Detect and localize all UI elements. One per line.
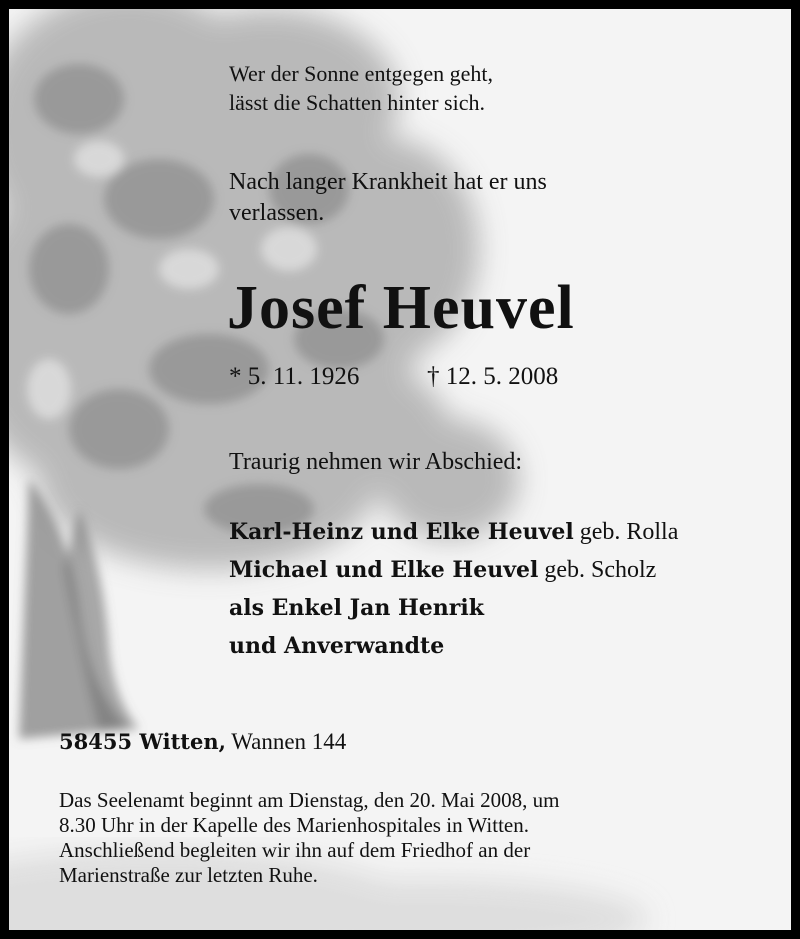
- deceased-name: Josef Heuvel: [227, 274, 575, 342]
- death-cause-text: [229, 167, 547, 229]
- mourner-name: Michael und Elke Heuvel: [229, 557, 539, 583]
- motto-line: Wer der Sonne entgegen geht,: [229, 61, 493, 86]
- address-street: Wannen 144: [231, 729, 347, 754]
- mourner-line: [229, 551, 678, 589]
- service-line: Marienstraße zur letzten Ruhe.: [59, 863, 318, 887]
- birth-date: * 5. 11. 1926: [229, 363, 360, 390]
- mourner-name: und Anverwandte: [229, 633, 445, 659]
- mourning-intro: Traurig nehmen wir Abschied:: [229, 449, 523, 475]
- mourner-name: als Enkel Jan Henrik: [229, 595, 484, 621]
- death-date: † 12. 5. 2008: [427, 363, 559, 390]
- service-line: Anschließend begleiten wir ihn auf dem Friedhof an der: [59, 838, 531, 862]
- mourner-line: [229, 589, 678, 627]
- mourner-note: geb. Rolla: [579, 519, 679, 545]
- cause-line: Nach langer Krankheit hat er uns: [229, 169, 547, 195]
- funeral-service-info: [59, 788, 559, 888]
- family-address: [59, 729, 346, 755]
- motto-line: lässt die Schatten hinter sich.: [229, 90, 485, 115]
- mourner-line: [229, 627, 678, 665]
- mourners-list: [229, 513, 678, 665]
- service-line: Das Seelenamt beginnt am Dienstag, den 20. Mai 2008, um: [59, 788, 560, 812]
- motto-verse: [229, 59, 493, 117]
- cause-line: verlassen.: [229, 200, 325, 226]
- mourner-note: geb. Scholz: [544, 557, 657, 583]
- address-city: 58455 Witten,: [59, 729, 226, 754]
- mourner-line: [229, 513, 678, 551]
- mourner-name: Karl-Heinz und Elke Heuvel: [229, 519, 574, 545]
- service-line: 8.30 Uhr in der Kapelle des Marienhospitales in Witten.: [59, 813, 529, 837]
